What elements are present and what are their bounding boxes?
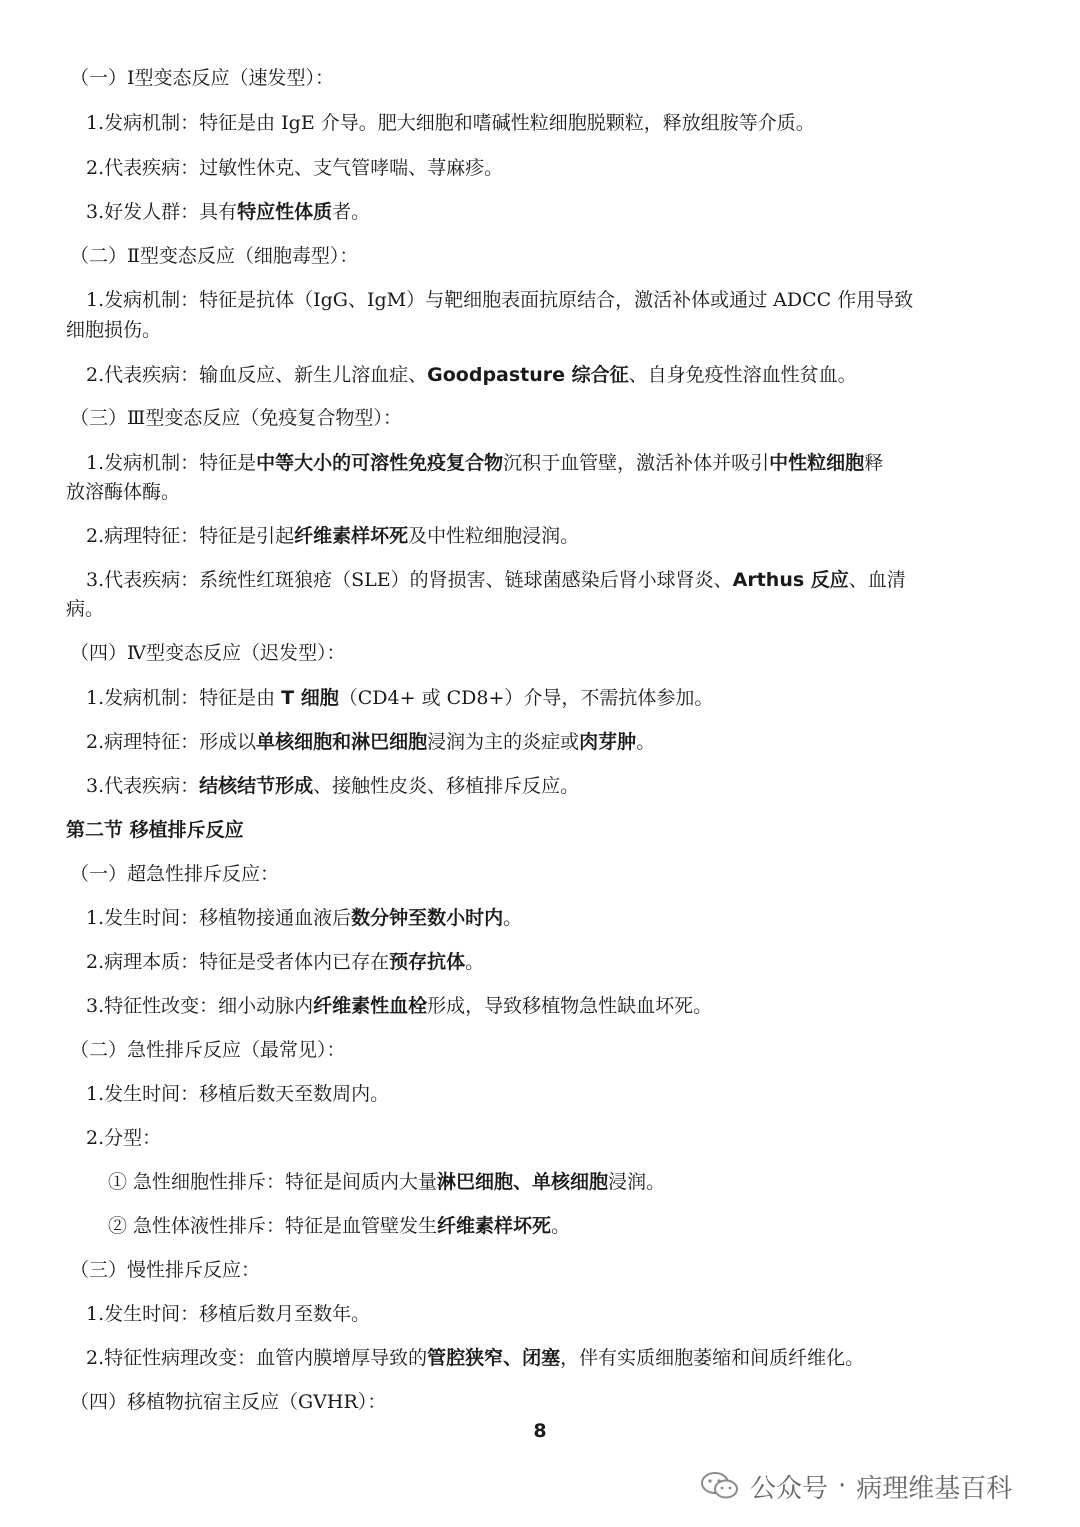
type2-item1: 1.发病机制：特征是抗体（IgG、IgM）与靶细胞表面抗原结合，激活补体或通过 ADCC 作用导致	[86, 289, 914, 311]
type3-heading: （三）Ⅲ型变态反应（免疫复合物型）：	[70, 407, 402, 429]
gvhr-heading: （四）移植物抗宿主反应（GVHR）：	[70, 1391, 387, 1413]
type4-item1: 1.发病机制：特征是由 T 细胞（CD4+ 或 CD8+）介导，不需抗体参加。	[86, 687, 714, 709]
chronic-item1: 1.发生时间：移植后数月至数年。	[86, 1303, 371, 1325]
type3-item3: 3.代表疾病：系统性红斑狼疮（SLE）的肾损害、链球菌感染后肾小球肾炎、Arthus 反应、血清	[86, 569, 906, 591]
type2-heading: （二）Ⅱ型变态反应（细胞毒型）：	[70, 245, 359, 267]
acute-item1: 1.发生时间：移植后数天至数周内。	[86, 1083, 390, 1105]
footer-separator: ·	[838, 1471, 847, 1501]
page-number: 8	[533, 1420, 547, 1442]
acute-sub2: ② 急性体液性排斥：特征是血管壁发生纤维素样坏死。	[108, 1215, 571, 1237]
section-title: 第二节 移植排斥反应	[66, 819, 244, 841]
wechat-footer	[700, 1466, 1012, 1506]
type1-item3: 3.好发人群：具有特应性体质者。	[86, 201, 371, 223]
type3-item1-cont: 放溶酶体酶。	[66, 481, 181, 503]
type1-heading: （一）Ⅰ型变态反应（速发型）：	[70, 67, 335, 89]
type3-item1: 1.发病机制：特征是中等大小的可溶性免疫复合物沉积于血管壁，激活补体并吸引中性粒细胞释	[86, 452, 884, 474]
footer-account: 病理维基百科	[856, 1473, 1013, 1504]
type2-item2: 2.代表疾病：输血反应、新生儿溶血症、Goodpasture 综合征、自身免疫性溶血性贫血。	[86, 364, 857, 386]
hyper-item1: 1.发生时间：移植物接通血液后数分钟至数小时内。	[86, 907, 523, 929]
hyper-heading: （一）超急性排斥反应：	[70, 863, 280, 885]
wechat-icon	[700, 1471, 740, 1501]
hyper-item2: 2.病理本质：特征是受者体内已存在预存抗体。	[86, 951, 485, 973]
chronic-item2: 2.特征性病理改变：血管内膜增厚导致的管腔狭窄、闭塞，伴有实质细胞萎缩和间质纤维化。	[86, 1347, 865, 1369]
acute-item2: 2.分型：	[86, 1127, 162, 1149]
type4-item3: 3.代表疾病：结核结节形成、接触性皮炎、移植排斥反应。	[86, 775, 580, 797]
type3-item2: 2.病理特征：特征是引起纤维素样坏死及中性粒细胞浸润。	[86, 525, 580, 547]
acute-sub1: ① 急性细胞性排斥：特征是间质内大量淋巴细胞、单核细胞浸润。	[108, 1171, 666, 1193]
footer-label: 公众号	[750, 1473, 829, 1504]
type1-item1: 1.发病机制：特征是由 IgE 介导。肥大细胞和嗜碱性粒细胞脱颗粒，释放组胺等介质。	[86, 112, 815, 134]
hyper-item3: 3.特征性改变：细小动脉内纤维素性血栓形成，导致移植物急性缺血坏死。	[86, 995, 713, 1017]
acute-heading: （二）急性排斥反应（最常见）：	[70, 1039, 346, 1061]
type2-item1-cont: 细胞损伤。	[66, 319, 162, 341]
type1-item2: 2.代表疾病：过敏性休克、支气管哮喘、荨麻疹。	[86, 157, 504, 179]
type4-item2: 2.病理特征：形成以单核细胞和淋巴细胞浸润为主的炎症或肉芽肿。	[86, 731, 656, 753]
type3-item3-cont: 病。	[66, 598, 105, 620]
type4-heading: （四）Ⅳ型变态反应（迟发型）：	[70, 642, 346, 664]
chronic-heading: （三）慢性排斥反应：	[70, 1259, 261, 1281]
